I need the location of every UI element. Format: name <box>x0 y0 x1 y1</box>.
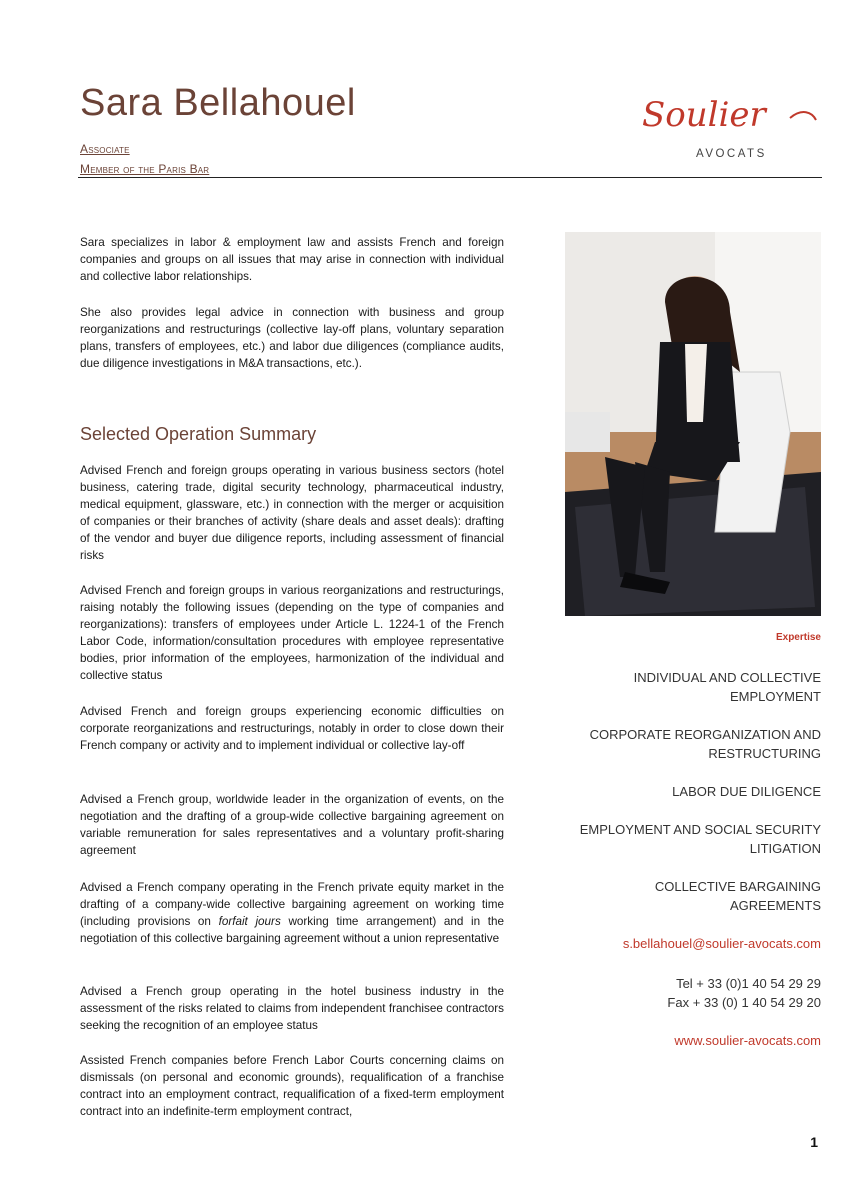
expertise-item: EMPLOYMENT AND SOCIAL SECURITY LITIGATION <box>579 822 821 856</box>
phone-block <box>667 974 821 1012</box>
intro-paragraph: Sara specializes in labor & employment law and assists French and foreign companies and groups on all issues that may arise in connection with individual and collective labor relationships. <box>80 236 504 283</box>
operation-item: Advised a French company operating in the French private equity market in the drafting of a company-wide collective bargaining agreement on working time (including provisions on forfait jours working time arrangement) and in the negotiation of this collective bargaining agreement without a union representative <box>80 881 505 945</box>
header-divider <box>78 177 822 178</box>
expertise-item: INDIVIDUAL AND COLLECTIVE EMPLOYMENT <box>633 670 821 704</box>
operation-item: Advised French and foreign groups operating in various business sectors (hotel business, catering trade, digital security technology, pharmaceutical industry, medical equipment, glassware, etc.) in connection with the merger or acquisition of companies or their branches of activity (share deals and asset deals): drafting of the vendor and buyer due diligence reports, including assessment of financial risks <box>80 464 504 562</box>
fax-number: Fax + 33 (0) 1 40 54 29 20 <box>667 995 821 1010</box>
expertise-item: COLLECTIVE BARGAINING AGREEMENTS <box>654 879 821 913</box>
job-title: Associate <box>80 142 130 156</box>
section-title: Selected Operation Summary <box>80 424 317 444</box>
operation-item: Advised French and foreign groups experiencing economic difficulties on corporate reorganizations and restructurings, notably in order to close down their French company or activity and to implement individual or collective lay-off <box>80 705 504 752</box>
intro-paragraph: She also provides legal advice in connection with business and group reorganizations and restructurings (collective lay-off plans, voluntary separation plans, transfers of employees, etc.) and labor due diligences (compliance audits, due diligence investigations in M&A transactions, etc.). <box>80 306 504 370</box>
bar-membership: Member of the Paris Bar <box>80 162 210 176</box>
operation-item: Advised a French group, worldwide leader in the organization of events, on the negotiation and the drafting of a group-wide collective bargaining agreement on variable remuneration for sales representatives and a voluntary profit-sharing agreement <box>80 793 504 857</box>
page-number: 1 <box>810 1134 818 1150</box>
term-emphasis: forfait jours <box>218 915 281 928</box>
portrait-photo <box>565 232 821 616</box>
logo-wordmark <box>640 90 820 142</box>
expertise-item: LABOR DUE DILIGENCE <box>672 784 821 799</box>
firm-logo <box>640 90 820 170</box>
expertise-list <box>561 668 821 934</box>
email-link[interactable]: s.bellahouel@soulier-avocats.com <box>622 936 821 951</box>
expertise-item: CORPORATE REORGANIZATION AND RESTRUCTURING <box>589 727 821 761</box>
svg-text:Soulier: Soulier <box>642 95 766 135</box>
phone-number: Tel + 33 (0)1 40 54 29 29 <box>676 976 821 991</box>
expertise-label: Expertise <box>775 632 821 643</box>
logo-subtitle: AVOCATS <box>696 148 767 160</box>
operation-item: Advised French and foreign groups in various reorganizations and restructurings, raising notably the following issues (depending on the type of companies and reorganizations): transfers of employees under Article L. 1224-1 of the French Labor Code, information/consultation procedures with employee representative bodies, prior information of the employees, harmonization of the individual and collective status <box>80 584 504 682</box>
person-name: Sara Bellahouel <box>80 82 356 124</box>
website-link[interactable]: www.soulier-avocats.com <box>674 1033 821 1048</box>
operation-item: Assisted French companies before French Labor Courts concerning claims on dismissals (on personal and economic grounds), requalification of a franchise contract into an employment contract, requalification of a fixed-term employment contract into an indefinite-term employment contract, <box>80 1054 504 1118</box>
operation-item: Advised a French group operating in the hotel business industry in the assessment of the risks related to claims from independent franchisee contractors seeking the recognition of an employee status <box>80 985 504 1032</box>
